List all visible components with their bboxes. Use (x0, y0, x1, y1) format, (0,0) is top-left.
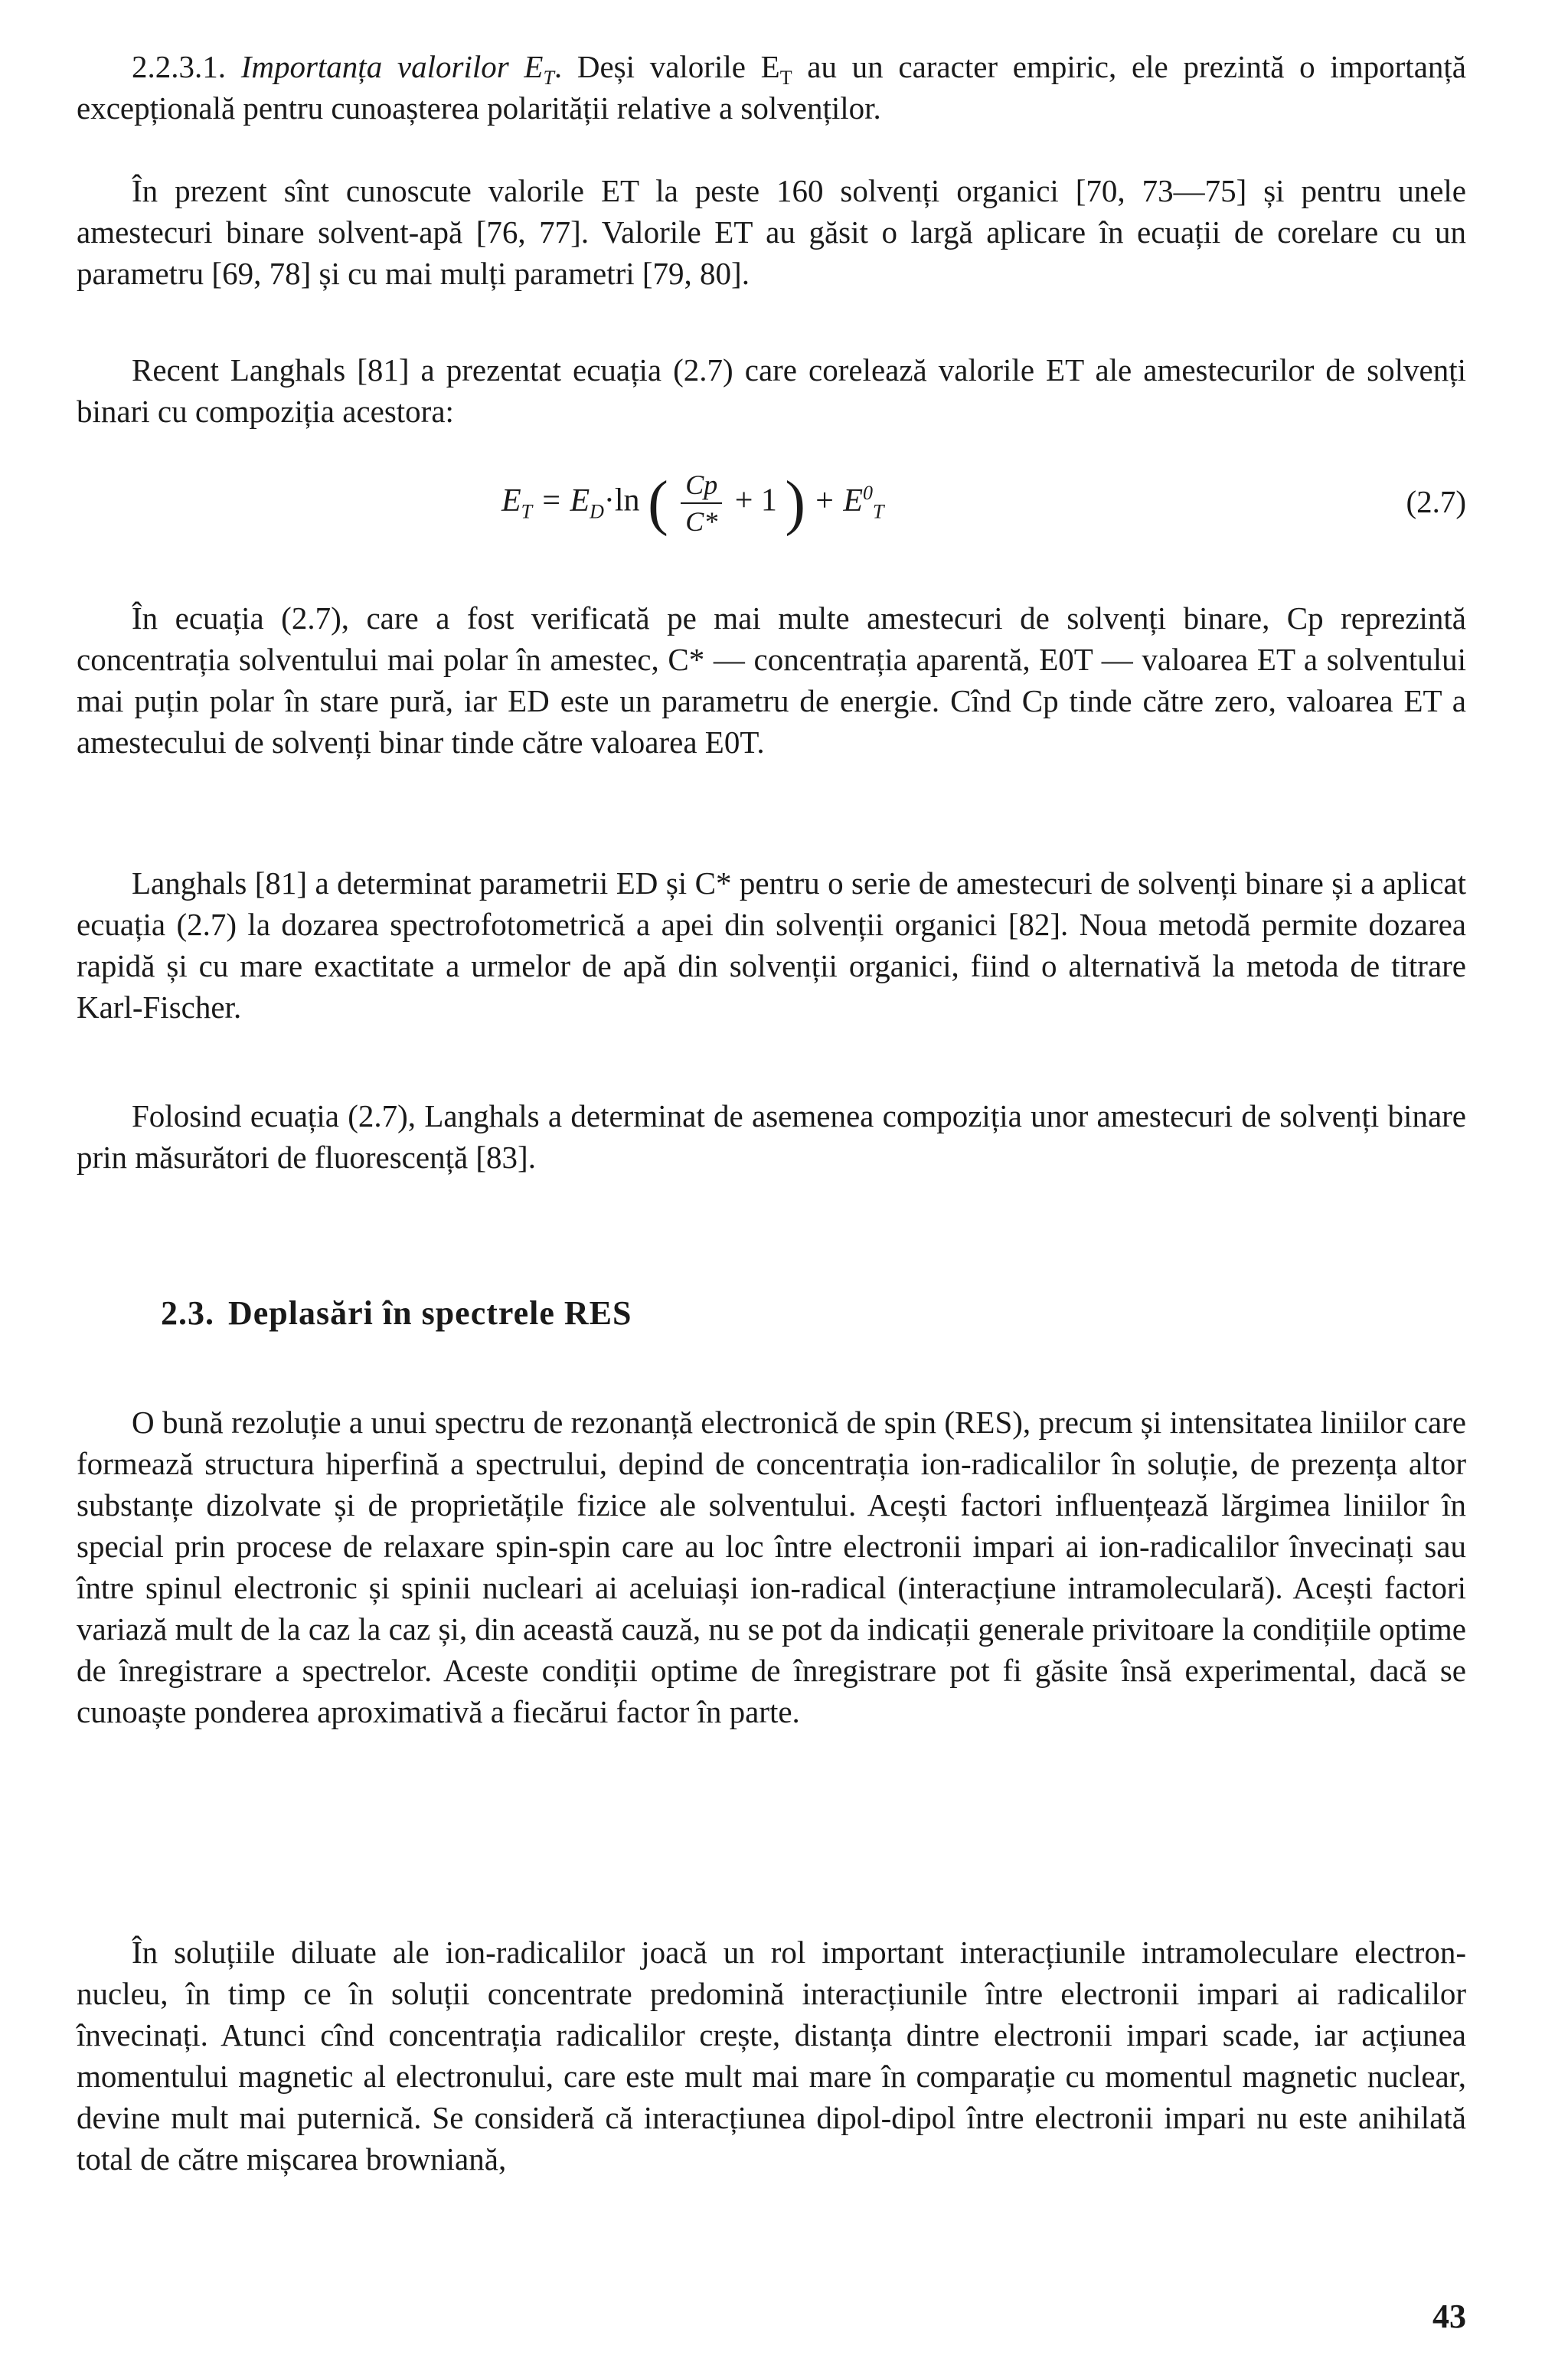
subsection-title: Importanța valorilor $E_T$ (240, 49, 554, 90)
section-heading: 2.3. Deplasări în spectrele RES (161, 1294, 632, 1332)
subsection-paragraph (77, 46, 1466, 129)
paragraph-5: Langhals [81] a determinat parametrii ED și C* pentru o serie de amestecuri de solvenți binare și a aplicat ecuația (2.7) la dozarea spectrofotometrică a apei din solvenții organici [82]. Noua metodă permite dozarea rapidă și cu mare exactitate a urmelor de apă din solvenții organici, fiind o alternativă la metoda de titrare Karl-Fischer. (77, 865, 1466, 1025)
paragraph-8: În soluțiile diluate ale ion-radicalilor joacă un rol important interacțiunile intramoleculare electron-nucleu, în timp ce în soluții concentrate predomină interacțiunile între electronii impari ai radicalilor învecinați. Atunci cînd concentrația radicalilor crește, distanța dintre electronii impari scade, iar acțiunea momentului magnetic al electronului, care este mult mai mare în comparație cu momentul magnetic nuclear, devine mult mai puternică. Se consideră că interacțiunea dipol-dipol între electronii impari nu este anihilată total de către mișcarea browniană, (77, 1935, 1466, 2177)
subsection-number: 2.2.3.1. (132, 49, 226, 84)
paragraph-3: Recent Langhals [81] a prezentat ecuația (2.7) care corelează valorile ET ale amestecurilor de solvenți binari cu compoziția acestora: (77, 352, 1466, 429)
paragraph-4: În ecuația (2.7), care a fost verificată pe mai multe amestecuri de solvenți binare, Cp reprezintă concentrația solventului mai polar în amestec, C* — concentrația aparentă, E0T — valoarea ET a solventului mai puțin polar în stare pură, iar ED este un parametru de energie. Cînd Cp tinde către zero, valoarea ET a amestecului de solvenți binar tinde către valoarea E0T. (77, 600, 1466, 760)
page-number: 43 (1432, 2298, 1466, 2335)
equation-fraction: $\frac{Cp}{C*}$ (681, 467, 722, 539)
subsection-text: 2.2.3.1. Importanța valorilor $E_T$. Deși valorile $E_T$ au un caracter empiric, ele prezintă o importanță excepțională pentru cunoașterea polarității relative a solvenților. (77, 49, 1466, 126)
paragraph-7: O bună rezoluție a unui spectru de rezonanță electronică de spin (RES), precum și intensitatea liniilor care formează structura hiperfină a spectrului, depind de concentrația ion-radicalilor în soluție, de prezența altor substanțe dizolvate și de proprietățile fizice ale solventului. Acești factori influențează lărgimea liniilor în special prin procese de relaxare spin-spin care au loc între electronii impari ai ion-radicalilor învecinați sau între spinul electronic și spinii nucleari ai aceluiași ion-radical (interacțiune intramoleculară). Acești factori variază mult de la caz la caz și, din această cauză, nu se pot da indicații generale privitoare la condițiile optime de înregistrare a spectrelor. Aceste condiții optime de înregistrare pot fi găsite însă experimental, dacă se cunoaște ponderea aproximativă a fiecărui factor în parte. (77, 1405, 1466, 1729)
book-page (77, 46, 1466, 2344)
equation-number: (2.7) (1406, 484, 1466, 519)
equation-2-7 (77, 460, 1466, 544)
equation-body: $E_T = E_D\cdot\ln$ ( $\frac{Cp}{C*}$ + 1 ) + $E^0_T$ (501, 467, 884, 539)
paragraph-2: În prezent sînt cunoscute valorile ET la peste 160 solvenți organici [70, 73—75] și pentru unele amestecuri binare solvent-apă [76, 77]. Valorile ET au găsit o largă aplicare în ecuații de corelare cu un parametru [69, 78] și cu mai mulți parametri [79, 80]. (77, 173, 1466, 291)
paragraph-6: Folosind ecuația (2.7), Langhals a determinat de asemenea compoziția unor amestecuri de solvenți binare prin măsurători de fluorescență [83]. (77, 1098, 1466, 1175)
